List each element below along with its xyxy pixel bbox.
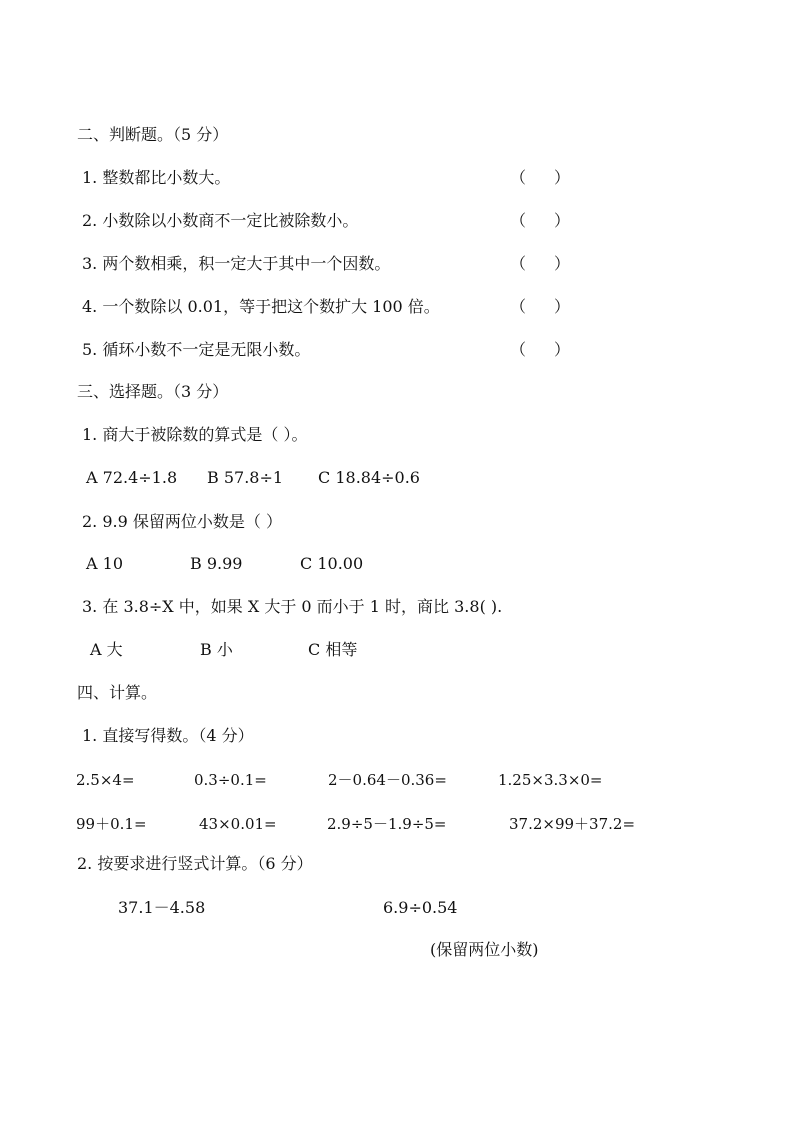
choice-1-option-b[interactable]: B 57.8÷1: [207, 468, 284, 487]
item-number: 5.: [82, 340, 98, 359]
choice-question-2: 2. 9.9 保留两位小数是（ ）: [82, 512, 282, 531]
item-number: 2.: [82, 211, 98, 230]
calc-row2-item2: 43×0.01=: [199, 815, 277, 833]
item-text: 小数除以小数商不一定比被除数小。: [102, 211, 359, 230]
section2-title: 二、判断题。（5 分）: [77, 125, 229, 144]
answer-blank-1[interactable]: （ ）: [510, 168, 570, 187]
judge-item-2: [82, 211, 358, 231]
answer-blank-3[interactable]: （ ）: [510, 254, 570, 273]
calc-row2-item4: 37.2×99＋37.2=: [509, 815, 636, 833]
vertical-calc-expr-2: 6.9÷0.54: [383, 898, 458, 917]
item-number: 3.: [82, 254, 98, 273]
item-number: 4.: [82, 297, 98, 316]
item-text: 一个数除以 0.01，等于把这个数扩大 100 倍。: [102, 297, 440, 316]
calc-part1-title: 1. 直接写得数。（4 分）: [82, 726, 254, 745]
calc-part2-title: 2. 按要求进行竖式计算。（6 分）: [77, 854, 313, 873]
section4-title: 四、计算。: [77, 683, 158, 702]
rounding-note: (保留两位小数): [430, 940, 539, 959]
answer-blank-4[interactable]: （ ）: [510, 297, 570, 316]
calc-row1-item2: 0.3÷0.1=: [194, 771, 267, 789]
choice-3-option-b[interactable]: B 小: [200, 640, 233, 659]
choice-question-1: 1. 商大于被除数的算式是（ ）。: [82, 425, 308, 444]
item-text: 循环小数不一定是无限小数。: [102, 340, 311, 359]
judge-item-1: [82, 168, 230, 188]
calc-row2-item3: 2.9÷5－1.9÷5=: [327, 815, 447, 833]
choice-2-option-a[interactable]: A 10: [86, 554, 123, 573]
choice-3-option-c[interactable]: C 相等: [308, 640, 358, 659]
judge-item-3: [82, 254, 390, 274]
choice-3-option-a[interactable]: A 大: [90, 640, 123, 659]
judge-item-5: [82, 340, 310, 360]
answer-blank-5[interactable]: （ ）: [510, 340, 570, 359]
vertical-calc-expr-1: 37.1－4.58: [118, 898, 206, 917]
judge-item-4: [82, 297, 440, 317]
section3-title: 三、选择题。（3 分）: [77, 382, 229, 401]
calc-row1-item3: 2－0.64－0.36=: [328, 771, 447, 789]
choice-1-option-c[interactable]: C 18.84÷0.6: [318, 468, 420, 487]
choice-2-option-b[interactable]: B 9.99: [190, 554, 243, 573]
item-number: 1.: [82, 168, 98, 187]
answer-blank-2[interactable]: （ ）: [510, 211, 570, 230]
item-text: 整数都比小数大。: [102, 168, 231, 187]
calc-row2-item1: 99＋0.1=: [76, 815, 147, 833]
calc-row1-item4: 1.25×3.3×0=: [498, 771, 603, 789]
choice-question-3: 3. 在 3.8÷X 中，如果 X 大于 0 而小于 1 时，商比 3.8( ).: [82, 597, 503, 616]
calc-row1-item1: 2.5×4=: [76, 771, 135, 789]
choice-2-option-c[interactable]: C 10.00: [300, 554, 364, 573]
choice-1-option-a[interactable]: A 72.4÷1.8: [86, 468, 178, 487]
item-text: 两个数相乘，积一定大于其中一个因数。: [102, 254, 391, 273]
